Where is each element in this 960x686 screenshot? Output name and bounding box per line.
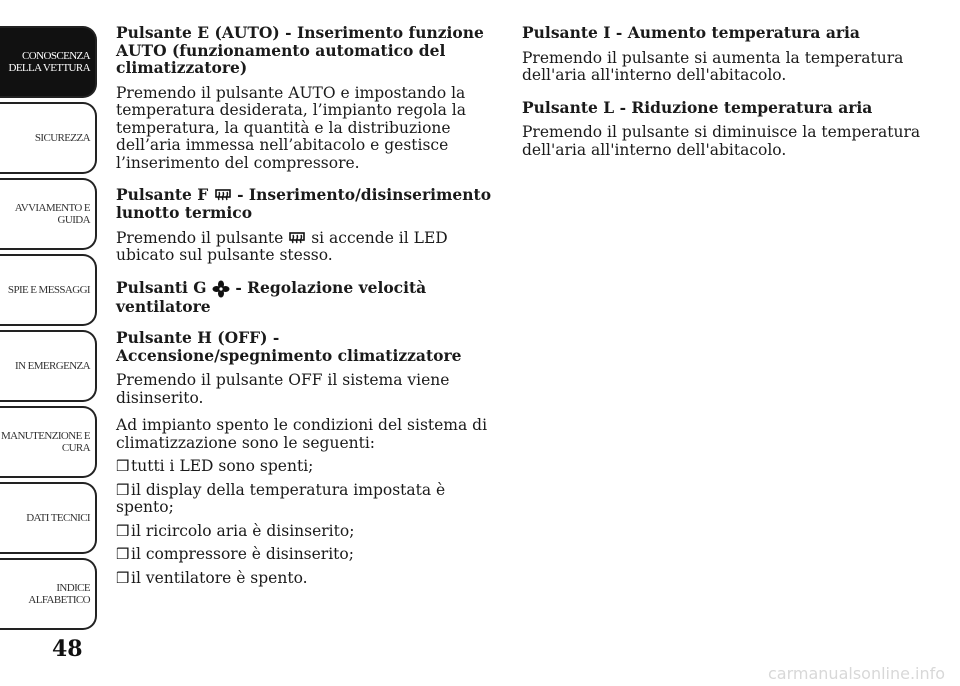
section-text-h1: Premendo il pulsante OFF il sistema viene disinserito. — [116, 371, 450, 407]
fan-icon — [212, 280, 230, 298]
section-title-g: Pulsanti G - Regolazione velocità ventilatore — [116, 277, 427, 316]
section-text-i: Premendo il pulsante si aumenta la temperatura dell'aria all'interno dell'abitacolo. — [522, 48, 904, 84]
section-text-f: Premendo il pulsante si accende il LED ubicato sul pulsante stesso. — [116, 228, 448, 264]
right-column — [522, 24, 922, 173]
section-button-e — [116, 24, 496, 172]
section-text-l: Premendo il pulsante si diminuisce la temperatura dell'aria all'interno dell'abitacolo. — [522, 123, 921, 159]
tab-avviamento-e-guida[interactable]: AVVIAMENTO E GUIDA — [0, 178, 97, 250]
list-item: ❒il ricircolo aria è disinserito; — [116, 521, 355, 540]
list-item: ❒tutti i LED sono spenti; — [116, 457, 314, 475]
rear-defrost-icon — [288, 231, 306, 247]
list-item: ❒il compressore è disinserito; — [116, 545, 354, 563]
checkbox-bullet-icon: ❒ — [116, 545, 130, 563]
section-button-g — [116, 279, 496, 316]
left-column — [116, 24, 496, 601]
section-title-h: Pulsante H (OFF) - Accensione/spegnimento climatizzatore — [116, 328, 462, 365]
tab-manutenzione-e-cura[interactable]: MANUTENZIONE E CURA — [0, 406, 97, 478]
section-text-h2: Ad impianto spento le condizioni del sistema di climatizzazione sono le seguenti: — [116, 416, 488, 452]
rear-defrost-icon — [214, 188, 232, 204]
tab-in-emergenza[interactable]: IN EMERGENZA — [0, 330, 97, 402]
section-button-h — [116, 329, 496, 587]
section-button-l — [522, 99, 922, 160]
watermark: carmanualsonline.info — [768, 664, 946, 683]
system-off-conditions-list — [116, 458, 496, 587]
tab-conoscenza-della-vettura[interactable]: CONOSCENZA DELLA VETTURA — [0, 26, 97, 98]
tab-spie-e-messaggi[interactable]: SPIE E MESSAGGI — [0, 254, 97, 326]
section-title-e: Pulsante E (AUTO) - Inserimento funzione AUTO (funzionamento automatico del climatizzatore) — [116, 23, 484, 77]
section-title-f: Pulsante F - Inserimento/disinserimento lunotto termico — [116, 185, 492, 222]
tab-sicurezza[interactable]: SICUREZZA — [0, 102, 97, 174]
list-item: ❒il display della temperatura impostata è spento; — [116, 480, 446, 516]
section-title-l: Pulsante L - Riduzione temperatura aria — [522, 97, 873, 117]
list-item: ❒il ventilatore è spento. — [116, 568, 308, 587]
checkbox-bullet-icon: ❒ — [116, 480, 130, 499]
section-text-e: Premendo il pulsante AUTO e impostando la temperatura desiderata, l’impianto regola la temperatura, la quantità e la distribuzione dell’aria immessa nell’abitacolo e gestisce l’inserimento del compressore. — [116, 83, 466, 172]
checkbox-bullet-icon: ❒ — [116, 457, 130, 475]
tab-dati-tecnici[interactable]: DATI TECNICI — [0, 482, 97, 554]
checkbox-bullet-icon: ❒ — [116, 568, 130, 587]
section-button-i — [522, 24, 922, 85]
section-title-i: Pulsante I - Aumento temperatura aria — [522, 23, 860, 42]
checkbox-bullet-icon: ❒ — [116, 521, 130, 540]
tab-indice-alfabetico[interactable]: INDICE ALFABETICO — [0, 558, 97, 630]
section-button-f — [116, 186, 496, 265]
page-number: 48 — [52, 636, 83, 662]
